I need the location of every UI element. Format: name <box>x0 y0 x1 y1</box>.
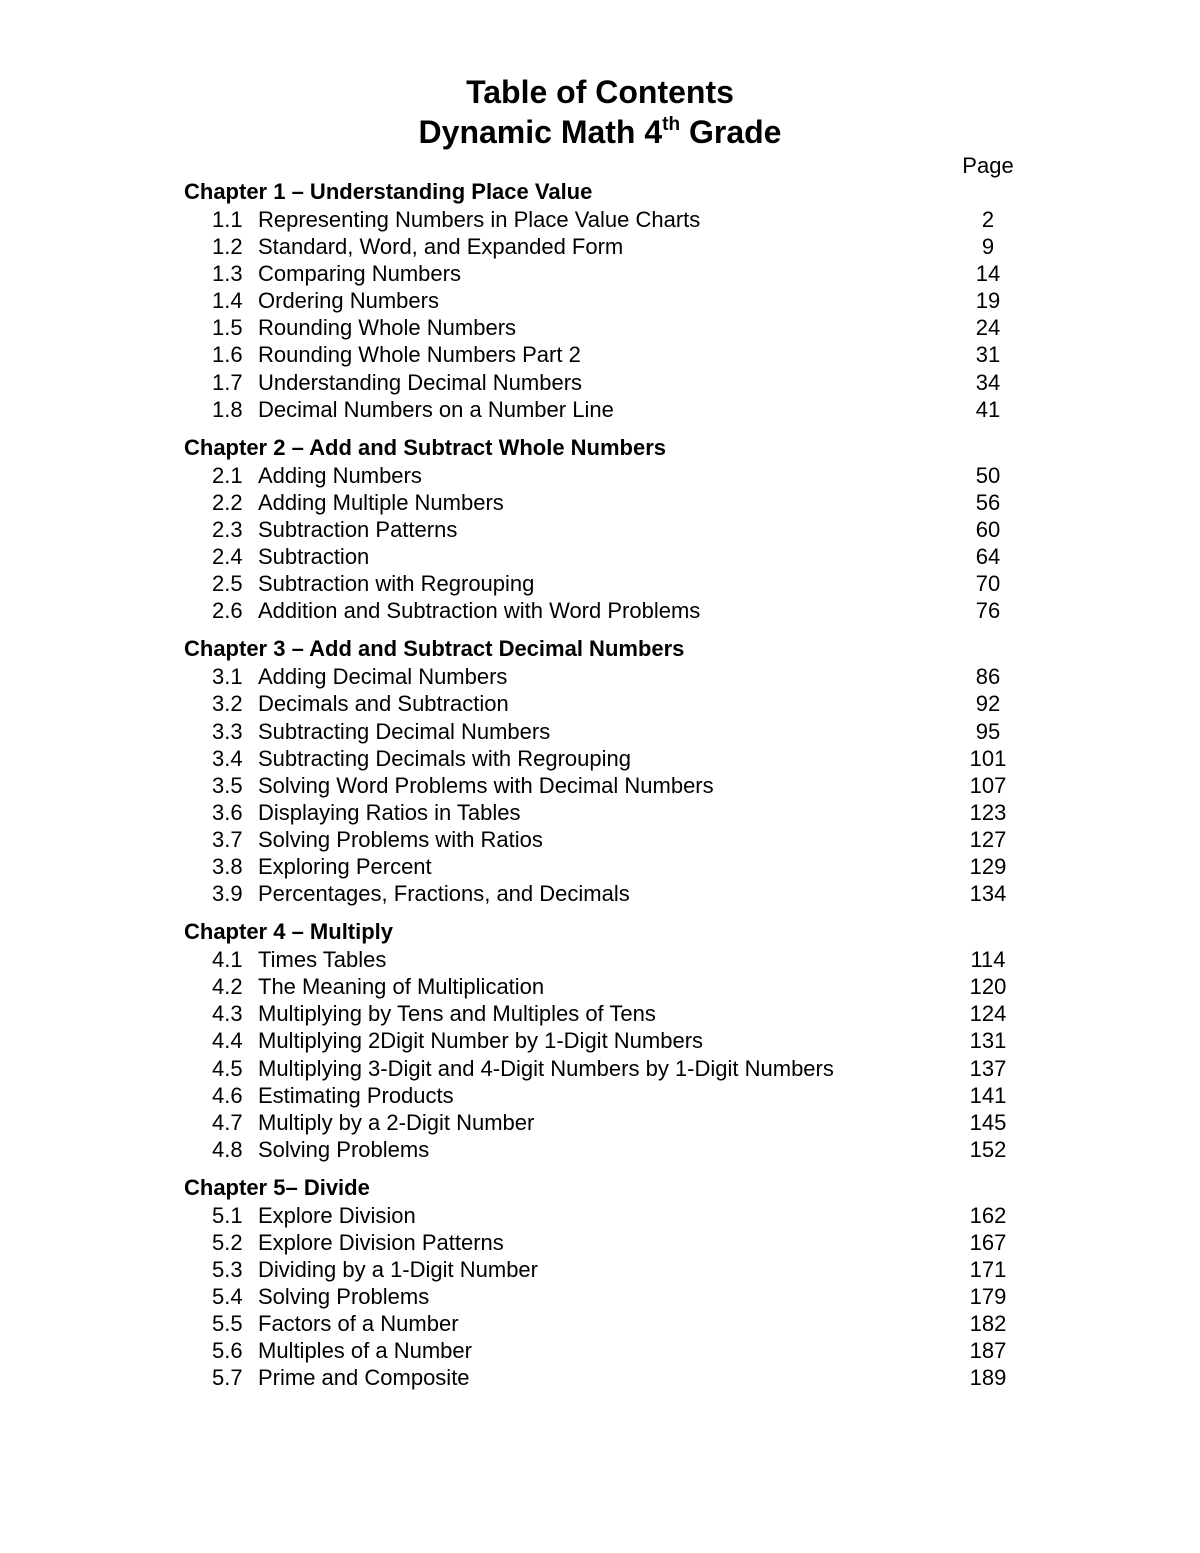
section-title: Subtraction with Regrouping <box>258 571 535 597</box>
section-title: Representing Numbers in Place Value Charts <box>258 207 701 232</box>
page-number: 124 <box>969 1001 1007 1027</box>
section-number: 4.7 <box>212 1109 243 1135</box>
page-number: 2 <box>981 207 995 232</box>
section-number: 5.2 <box>212 1230 243 1255</box>
page-number: 60 <box>975 516 1001 542</box>
toc-entry <box>184 1027 1024 1054</box>
page-number: 137 <box>969 1055 1007 1081</box>
chapter-title: Chapter 3 – Add and Subtract Decimal Numbers <box>184 636 685 662</box>
page-number: 167 <box>969 1230 1007 1255</box>
section-number: 2.6 <box>212 598 243 624</box>
section-number: 5.5 <box>212 1311 243 1337</box>
toc-entry <box>184 1283 1024 1310</box>
section-number: 2.3 <box>212 516 243 542</box>
page-number: 24 <box>975 315 1001 341</box>
toc-entry <box>184 341 1024 368</box>
page-number: 145 <box>969 1109 1007 1135</box>
page-number: 127 <box>969 826 1007 852</box>
section-title: Multiplying 2Digit Number by 1-Digit Numbers <box>258 1028 704 1054</box>
section-title: Solving Problems <box>258 1136 430 1162</box>
toc-entry <box>184 462 1024 489</box>
toc-entry <box>184 1000 1024 1027</box>
page-number: 76 <box>975 598 1001 624</box>
toc-entry <box>184 718 1024 745</box>
section-number: 4.1 <box>212 947 243 973</box>
section-number: 1.3 <box>212 261 243 287</box>
section-title: Estimating Products <box>258 1082 454 1108</box>
page-number: 162 <box>969 1202 1007 1228</box>
page-number: 152 <box>969 1136 1007 1162</box>
section-number: 2.5 <box>212 571 243 597</box>
chapter-section <box>184 918 1024 1163</box>
toc-entry <box>184 1337 1024 1364</box>
section-number: 5.1 <box>212 1202 243 1228</box>
toc-entry <box>184 489 1024 516</box>
section-title: Understanding Decimal Numbers <box>258 369 583 395</box>
section-title: Prime and Composite <box>258 1365 470 1391</box>
section-number: 2.2 <box>212 489 243 515</box>
page-number: 189 <box>969 1365 1007 1391</box>
page-number: 9 <box>981 234 995 260</box>
document-subtitle <box>0 113 1200 151</box>
section-number: 3.6 <box>212 799 243 825</box>
section-title: Addition and Subtraction with Word Problems <box>258 598 701 624</box>
section-title: Exploring Percent <box>258 853 432 879</box>
toc-entry <box>184 1202 1024 1229</box>
page-number: 70 <box>975 571 1001 597</box>
toc-entry <box>184 1364 1024 1391</box>
section-title: Solving Problems <box>258 1284 430 1310</box>
section-title: The Meaning of Multiplication <box>258 974 545 1000</box>
chapter-title: Chapter 1 – Understanding Place Value <box>184 179 593 204</box>
section-number: 1.2 <box>212 234 243 260</box>
page-number: 64 <box>975 544 1001 570</box>
section-title: Multiplying 3-Digit and 4-Digit Numbers by 1-Digit Numbers <box>258 1055 834 1081</box>
section-title: Subtracting Decimals with Regrouping <box>258 745 631 771</box>
section-number: 2.4 <box>212 544 243 570</box>
section-number: 5.7 <box>212 1365 243 1391</box>
section-title: Ordering Numbers <box>258 288 439 314</box>
section-number: 2.1 <box>212 462 243 488</box>
page-number: 92 <box>975 691 1001 717</box>
toc-entry <box>184 690 1024 717</box>
section-title: Solving Problems with Ratios <box>258 826 543 852</box>
page-number: 19 <box>975 288 1001 314</box>
section-title: Percentages, Fractions, and Decimals <box>258 881 630 907</box>
page-number: 123 <box>969 799 1007 825</box>
section-number: 4.2 <box>212 974 243 1000</box>
toc-entry <box>184 570 1024 597</box>
subtitle-main: Dynamic Math 4 <box>418 114 663 150</box>
section-number: 4.6 <box>212 1082 243 1108</box>
subtitle-superscript: th <box>662 114 681 135</box>
section-title: Factors of a Number <box>258 1311 459 1337</box>
section-title: Multiples of a Number <box>258 1338 472 1364</box>
page-number: 107 <box>969 772 1007 798</box>
section-number: 3.3 <box>212 718 243 744</box>
toc-entry <box>184 1136 1024 1163</box>
chapter-section <box>184 635 1024 907</box>
toc-entry <box>184 880 1024 907</box>
page-number: 31 <box>975 342 1001 368</box>
section-number: 4.8 <box>212 1136 243 1162</box>
section-title: Subtraction <box>258 544 370 570</box>
toc-entry <box>184 1055 1024 1082</box>
toc-entry <box>184 516 1024 543</box>
toc-entry <box>184 287 1024 314</box>
page-number: 179 <box>969 1284 1007 1310</box>
section-title: Subtracting Decimal Numbers <box>258 718 551 744</box>
page-number: 129 <box>969 853 1007 879</box>
section-number: 3.9 <box>212 881 243 907</box>
toc-entry <box>184 597 1024 624</box>
page-number: 134 <box>969 881 1007 907</box>
document-title: Table of Contents <box>466 74 734 110</box>
chapter-section <box>184 178 1024 423</box>
section-number: 3.2 <box>212 691 243 717</box>
toc-entry <box>184 314 1024 341</box>
section-number: 4.3 <box>212 1001 243 1027</box>
toc-entry <box>184 396 1024 423</box>
section-number: 5.3 <box>212 1257 243 1283</box>
section-number: 3.1 <box>212 664 243 690</box>
subtitle-end: Grade <box>680 114 782 150</box>
section-title: Comparing Numbers <box>258 261 461 287</box>
section-title: Adding Decimal Numbers <box>258 664 508 690</box>
section-title: Decimals and Subtraction <box>258 691 509 717</box>
section-number: 5.4 <box>212 1284 243 1310</box>
toc-entry <box>184 260 1024 287</box>
page-number: 56 <box>975 489 1001 515</box>
chapter-title: Chapter 5– Divide <box>184 1174 370 1200</box>
toc-entry <box>184 973 1024 1000</box>
toc-entry <box>184 1310 1024 1337</box>
page-number: 141 <box>969 1082 1007 1108</box>
page-number: 171 <box>969 1257 1007 1283</box>
section-title: Multiply by a 2-Digit Number <box>258 1109 535 1135</box>
page-number: 114 <box>970 947 1006 973</box>
section-number: 1.7 <box>212 369 243 395</box>
section-number: 3.5 <box>212 772 243 798</box>
section-number: 1.4 <box>212 288 243 314</box>
chapter-section <box>184 434 1024 625</box>
toc-entry <box>184 799 1024 826</box>
section-number: 3.7 <box>212 826 243 852</box>
section-title: Explore Division Patterns <box>258 1230 504 1255</box>
toc-entry <box>184 1109 1024 1136</box>
section-title: Decimal Numbers on a Number Line <box>258 396 614 422</box>
section-number: 4.5 <box>212 1055 243 1081</box>
page-number: 182 <box>969 1311 1007 1337</box>
toc-entry <box>184 853 1024 880</box>
page-number: 131 <box>969 1028 1007 1054</box>
section-title: Adding Numbers <box>258 462 422 488</box>
toc-entry <box>184 369 1024 396</box>
page-number: 14 <box>975 261 1001 287</box>
toc-entry <box>184 543 1024 570</box>
chapter-title: Chapter 4 – Multiply <box>184 919 394 945</box>
section-title: Times Tables <box>258 947 387 973</box>
section-title: Rounding Whole Numbers <box>258 315 517 341</box>
toc-entry <box>184 772 1024 799</box>
section-title: Dividing by a 1-Digit Number <box>258 1257 538 1283</box>
section-number: 4.4 <box>212 1028 243 1054</box>
toc-entry <box>184 233 1024 260</box>
section-number: 1.6 <box>212 342 243 368</box>
section-title: Explore Division <box>258 1202 416 1228</box>
toc-entry <box>184 663 1024 690</box>
section-title: Multiplying by Tens and Multiples of Tens <box>258 1001 656 1027</box>
toc-entry <box>184 206 1024 233</box>
section-number: 1.8 <box>212 396 243 422</box>
toc-entry <box>184 745 1024 772</box>
table-of-contents <box>184 178 1024 1392</box>
section-title: Rounding Whole Numbers Part 2 <box>258 342 581 368</box>
page-number: 86 <box>975 664 1001 690</box>
section-number: 1.5 <box>212 315 243 341</box>
toc-entry <box>184 1229 1024 1256</box>
section-title: Solving Word Problems with Decimal Numbers <box>258 772 714 798</box>
page-number: 101 <box>969 745 1007 771</box>
section-title: Standard, Word, and Expanded Form <box>258 234 624 260</box>
toc-entry <box>184 946 1024 973</box>
section-number: 3.8 <box>212 853 243 879</box>
chapter-title: Chapter 2 – Add and Subtract Whole Numbers <box>184 434 667 460</box>
chapter-section <box>184 1174 1024 1392</box>
section-title: Displaying Ratios in Tables <box>258 799 521 825</box>
page-number: 187 <box>969 1338 1007 1364</box>
page-number: 120 <box>969 974 1007 1000</box>
toc-entry <box>184 1082 1024 1109</box>
section-title: Adding Multiple Numbers <box>258 489 504 515</box>
page-number: 34 <box>975 369 1001 395</box>
toc-entry <box>184 1256 1024 1283</box>
page-column-label: Page <box>962 153 1014 178</box>
section-number: 5.6 <box>212 1338 243 1364</box>
section-number: 3.4 <box>212 745 243 771</box>
section-number: 1.1 <box>212 207 243 232</box>
page-number: 50 <box>975 462 1001 488</box>
toc-entry <box>184 826 1024 853</box>
page-number: 41 <box>975 396 1001 422</box>
section-title: Subtraction Patterns <box>258 516 458 542</box>
page-number: 95 <box>975 718 1001 744</box>
